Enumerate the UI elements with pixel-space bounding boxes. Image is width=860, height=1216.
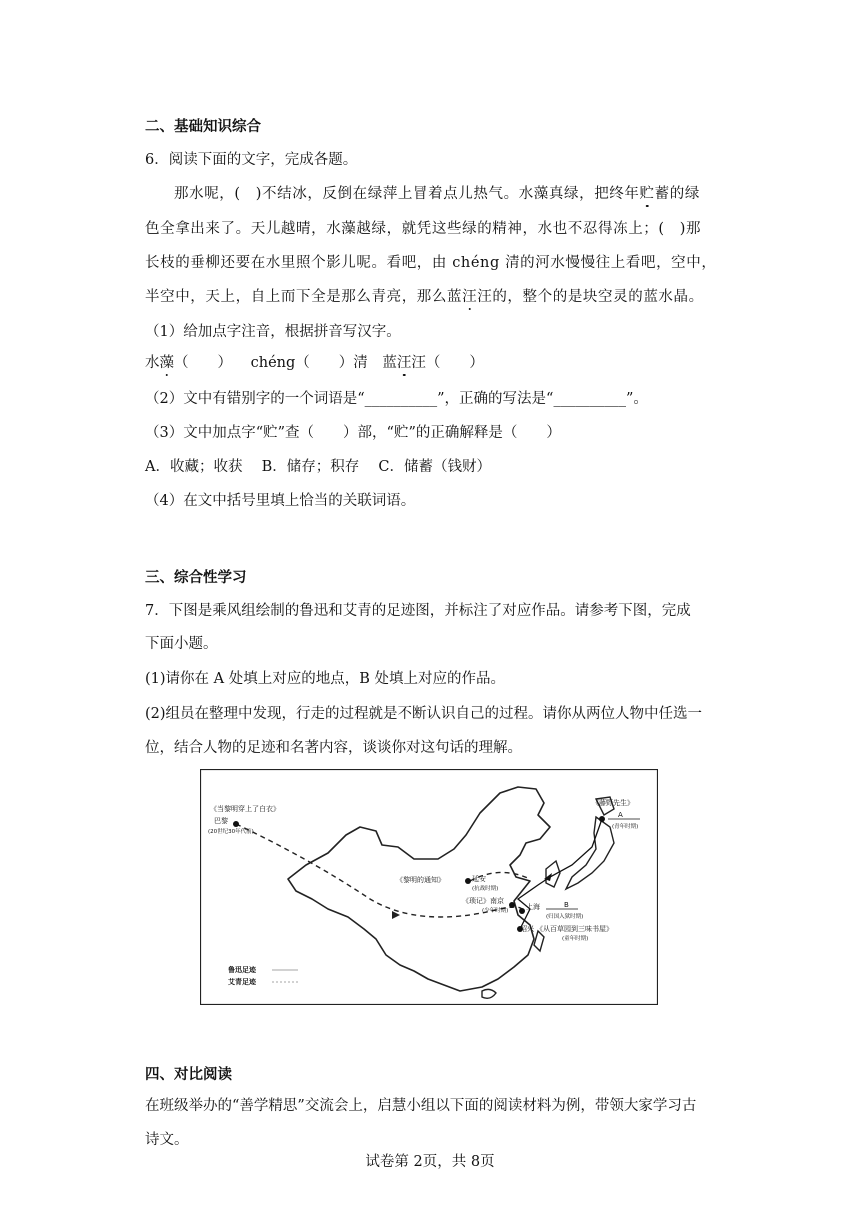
question-7-sub-2-line-1: (2)组员在整理中发现，行走的过程就是不断认识自己的过程。请你从两位人物中任选一: [145, 706, 703, 722]
sub-question-1-items: 水藻（ ） chéng（ ）清 蓝汪汪（ ）: [145, 355, 484, 371]
sub-question-3: （3）文中加点字“贮”查（ ）部，“贮”的正确解释是（ ）: [145, 425, 561, 441]
shaoxing-city-label: 绍兴: [520, 925, 534, 933]
section-heading-3: 三、综合性学习: [145, 569, 247, 586]
shaoxing-work-label: 《从百草园到三味书屋》: [536, 925, 613, 933]
dotted-char: 汪: [396, 355, 412, 371]
sub-question-3-options: A．收藏；收获 B．储存；积存 C．储蓄（钱财）: [145, 459, 491, 475]
dotted-char: 藻: [159, 355, 174, 371]
shanghai-period-label: (归国入狱时期): [546, 914, 584, 920]
fujino-work-label: 《藤野先生》: [592, 799, 634, 807]
shaoxing-period-label: (童年时期): [562, 936, 589, 942]
passage-line-3: 长枝的垂柳还要在水里照个影儿呢。看吧，由 chéng 清的河水慢慢往上看吧，空中，: [145, 255, 717, 271]
fujino-period-label: (青年时期): [612, 824, 639, 830]
section-heading-2: 二、基础知识综合: [145, 118, 261, 135]
nanjing-work-label: 《琐记》: [462, 897, 490, 905]
nanjing-city-label: 南京: [490, 897, 504, 905]
legend-luxun-label: 鲁迅足迹: [228, 966, 256, 974]
question-7-sub-2-line-2: 位，结合人物的足迹和名著内容，谈谈你对这句话的理解。: [145, 740, 522, 756]
passage-line-4: 半空中，天上，自上而下全是那么青亮，那么蓝汪汪的，整个的是块空灵的蓝水晶。: [145, 289, 704, 305]
paris-point: [233, 821, 239, 827]
section-heading-4: 四、对比阅读: [145, 1066, 232, 1083]
dotted-char: 贮: [639, 186, 655, 202]
footprint-map: [200, 769, 658, 1005]
paris-period-label: (20世纪30年代前): [208, 829, 254, 835]
paris-city-label: 巴黎: [214, 817, 228, 825]
sub-question-2: （2）文中有错别字的一个词语是“__________”，正确的写法是“__________”。: [145, 391, 648, 407]
nanjing-period-label: (少年时期): [482, 908, 509, 914]
section-4-line-1: 在班级举办的“善学精思”交流会上，启慧小组以下面的阅读材料为例，带领大家学习古: [145, 1098, 697, 1114]
passage-line-1: 那水呢，( )不结冰，反倒在绿萍上冒着点儿热气。水藻真绿，把终年贮蓄的绿: [174, 186, 700, 202]
yanan-period-label: (抗战时期): [472, 886, 499, 892]
question-7-sub-1: (1)请你在 A 处填上对应的地点，B 处填上对应的作品。: [145, 671, 505, 687]
question-7-line-2: 下面小题。: [145, 636, 218, 652]
dotted-char: 汪: [462, 289, 478, 305]
page-footer: 试卷第 2页，共 8页: [365, 1154, 495, 1170]
nanjing-point: [509, 902, 515, 908]
sub-question-1: （1）给加点字注音，根据拼音写汉字。: [145, 324, 401, 340]
passage-line-2: 色全拿出来了。天儿越晴，水藻越绿，就凭这些绿的精神，水也不忍得冻上；( )那: [145, 221, 702, 237]
yanan-work-label: 《黎明的通知》: [396, 876, 445, 884]
paris-work-label: 《当黎明穿上了白衣》: [210, 805, 280, 813]
shanghai-b-label: B: [564, 901, 569, 909]
shanghai-city-label: 上海: [526, 903, 540, 911]
yanan-point: [465, 878, 471, 884]
sub-question-4: （4）在文中括号里填上恰当的关联词语。: [145, 493, 416, 509]
question-6-stem: 6．阅读下面的文字，完成各题。: [145, 152, 358, 168]
shanghai-point: [519, 908, 525, 914]
fujino-place-label: A: [618, 811, 623, 819]
legend-aiqing-label: 艾青足迹: [228, 978, 256, 986]
question-7-line-1: 7．下图是乘风组绘制的鲁迅和艾青的足迹图，并标注了对应作品。请参考下图，完成: [145, 603, 691, 619]
section-4-line-2: 诗文。: [145, 1132, 189, 1148]
sendai-point: [599, 816, 605, 822]
yanan-city-label: 延安: [472, 875, 486, 883]
